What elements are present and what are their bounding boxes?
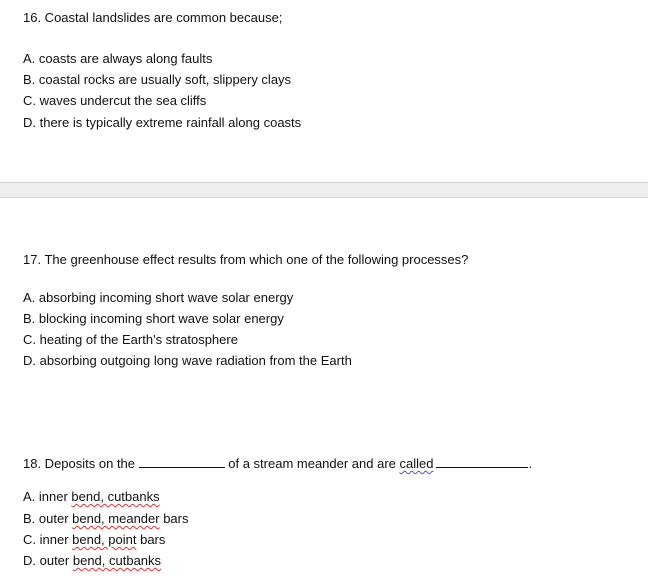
option-marked-text: bend, cutbanks xyxy=(71,489,160,504)
question-16-stem: 16. Coastal landslides are common because; xyxy=(23,10,283,25)
question-18-stem-text-2: of a stream meander and are xyxy=(224,456,400,471)
option-suffix: bars xyxy=(136,532,166,547)
option-marked-text: bend, meander xyxy=(72,511,160,526)
option-marked-text: bend, cutbanks xyxy=(72,553,162,568)
question-16-option-c: C. waves undercut the sea cliffs xyxy=(23,93,207,108)
question-16-option-d: D. there is typically extreme rainfall along coasts xyxy=(23,115,302,130)
option-prefix: B. outer xyxy=(23,511,73,526)
question-18-option-b xyxy=(23,511,189,526)
section-divider xyxy=(0,182,648,198)
question-18-option-d xyxy=(23,553,161,568)
question-17-option-a: A. absorbing incoming short wave solar energy xyxy=(23,290,294,305)
question-16-option-b: B. coastal rocks are usually soft, slippery clays xyxy=(23,72,292,87)
answer-blank-1 xyxy=(139,456,225,468)
question-17-option-d: D. absorbing outgoing long wave radiation from the Earth xyxy=(23,353,352,368)
answer-blank-2 xyxy=(436,456,528,468)
question-17-option-c: C. heating of the Earth's stratosphere xyxy=(23,332,238,347)
option-suffix: bars xyxy=(159,511,189,526)
question-18-stem-text-1: 18. Deposits on the xyxy=(23,456,139,471)
question-16-option-a: A. coasts are always along faults xyxy=(23,51,213,66)
option-prefix: A. inner xyxy=(23,489,72,504)
option-prefix: C. inner xyxy=(23,532,73,547)
question-18-stem-called: called xyxy=(399,456,434,471)
question-17-stem: 17. The greenhouse effect results from which one of the following processes? xyxy=(23,252,469,267)
question-17-option-b: B. blocking incoming short wave solar energy xyxy=(23,311,284,326)
question-18-stem-end: . xyxy=(528,456,533,471)
question-18-option-a xyxy=(23,489,160,504)
question-18-option-c xyxy=(23,532,165,547)
option-marked-text: bend, point xyxy=(72,532,137,547)
option-prefix: D. outer xyxy=(23,553,73,568)
question-18-stem xyxy=(23,456,532,471)
